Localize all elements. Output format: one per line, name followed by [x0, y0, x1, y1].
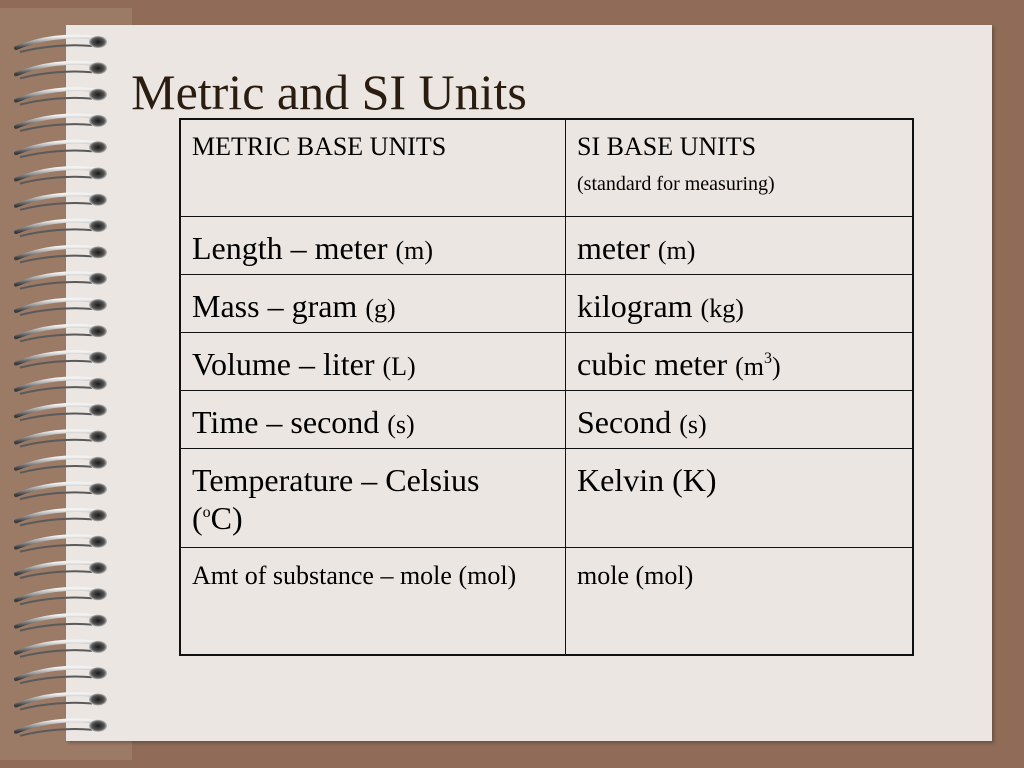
- metric-unit-name: Temperature – Celsius: [192, 462, 480, 498]
- si-unit-symbol: [735, 352, 781, 381]
- table-row: [180, 548, 913, 655]
- si-unit-name: Kelvin (K): [577, 462, 717, 498]
- header-si: [566, 119, 914, 217]
- metric-unit-symbol: [192, 500, 243, 536]
- degree-sign: o: [202, 504, 211, 521]
- header-si-subtitle: (standard for measuring): [577, 173, 775, 195]
- spiral-coil: [16, 404, 107, 420]
- table-header-row: [180, 119, 913, 217]
- spiral-coil: [16, 246, 107, 262]
- si-cell: [566, 548, 914, 655]
- metric-unit-symbol: (L): [382, 352, 416, 381]
- si-unit-name: cubic meter: [577, 346, 736, 382]
- si-unit-symbol: (m): [657, 236, 696, 265]
- metric-unit-symbol: (g): [365, 294, 396, 323]
- header-metric: [180, 119, 566, 217]
- table-row: [180, 391, 913, 449]
- metric-unit-name: Mass – gram: [192, 288, 366, 324]
- spiral-coil: [16, 325, 107, 341]
- si-unit-name: meter: [577, 230, 658, 266]
- spiral-coil: [16, 483, 107, 499]
- spiral-coil: [16, 36, 107, 52]
- spiral-coil: [16, 273, 107, 289]
- table-row: [180, 275, 913, 333]
- slide-title: Metric and SI Units: [131, 64, 527, 120]
- metric-cell: [180, 548, 566, 655]
- spiral-coil: [16, 299, 107, 315]
- spiral-coil: [16, 562, 107, 578]
- units-table: [179, 118, 914, 656]
- metric-unit-name: Volume – liter: [192, 346, 383, 382]
- metric-cell: [180, 391, 566, 449]
- si-unit-symbol: (s): [679, 410, 707, 439]
- spiral-coil: [16, 536, 107, 552]
- metric-unit-name: Amt of substance – mole (mol): [192, 561, 517, 590]
- si-cell: [566, 275, 914, 333]
- spiral-coil: [16, 509, 107, 525]
- si-unit-symbol-close: ): [772, 352, 781, 381]
- spiral-coil: [16, 641, 107, 657]
- si-unit-name: Second: [577, 404, 680, 440]
- spiral-coil: [16, 431, 107, 447]
- spiral-coil: [16, 457, 107, 473]
- si-cell: [566, 449, 914, 548]
- spiral-coil: [16, 220, 107, 236]
- spiral-coil: [16, 352, 107, 368]
- spiral-coil: [16, 141, 107, 157]
- header-si-label: SI BASE UNITS: [577, 132, 757, 161]
- metric-unit-symbol-open: (: [192, 500, 203, 536]
- si-cell: [566, 217, 914, 275]
- spiral-coil: [16, 168, 107, 184]
- metric-cell: [180, 217, 566, 275]
- spiral-coil: [16, 588, 107, 604]
- metric-cell: [180, 333, 566, 391]
- table-row: [180, 217, 913, 275]
- header-metric-label: METRIC BASE UNITS: [192, 132, 447, 161]
- metric-unit-name: Length – meter: [192, 230, 396, 266]
- si-unit-name: mole (mol): [577, 561, 694, 590]
- si-unit-exponent: 3: [764, 350, 773, 367]
- spiral-coil: [16, 378, 107, 394]
- metric-unit-symbol-close: C): [210, 500, 243, 536]
- metric-cell: [180, 449, 566, 548]
- spiral-coil: [16, 720, 107, 736]
- metric-unit-name: Time – second: [192, 404, 388, 440]
- si-cell: [566, 391, 914, 449]
- si-unit-symbol-open: (m: [735, 352, 765, 381]
- si-unit-symbol: (kg): [700, 294, 744, 323]
- metric-unit-symbol: (m): [395, 236, 434, 265]
- table-row: [180, 449, 913, 548]
- si-unit-name: kilogram: [577, 288, 701, 324]
- spiral-coil: [16, 694, 107, 710]
- spiral-coil: [16, 194, 107, 210]
- table-row: [180, 333, 913, 391]
- spiral-coil: [16, 667, 107, 683]
- spiral-coil: [16, 615, 107, 631]
- metric-cell: [180, 275, 566, 333]
- metric-unit-symbol: (s): [387, 410, 415, 439]
- si-cell: [566, 333, 914, 391]
